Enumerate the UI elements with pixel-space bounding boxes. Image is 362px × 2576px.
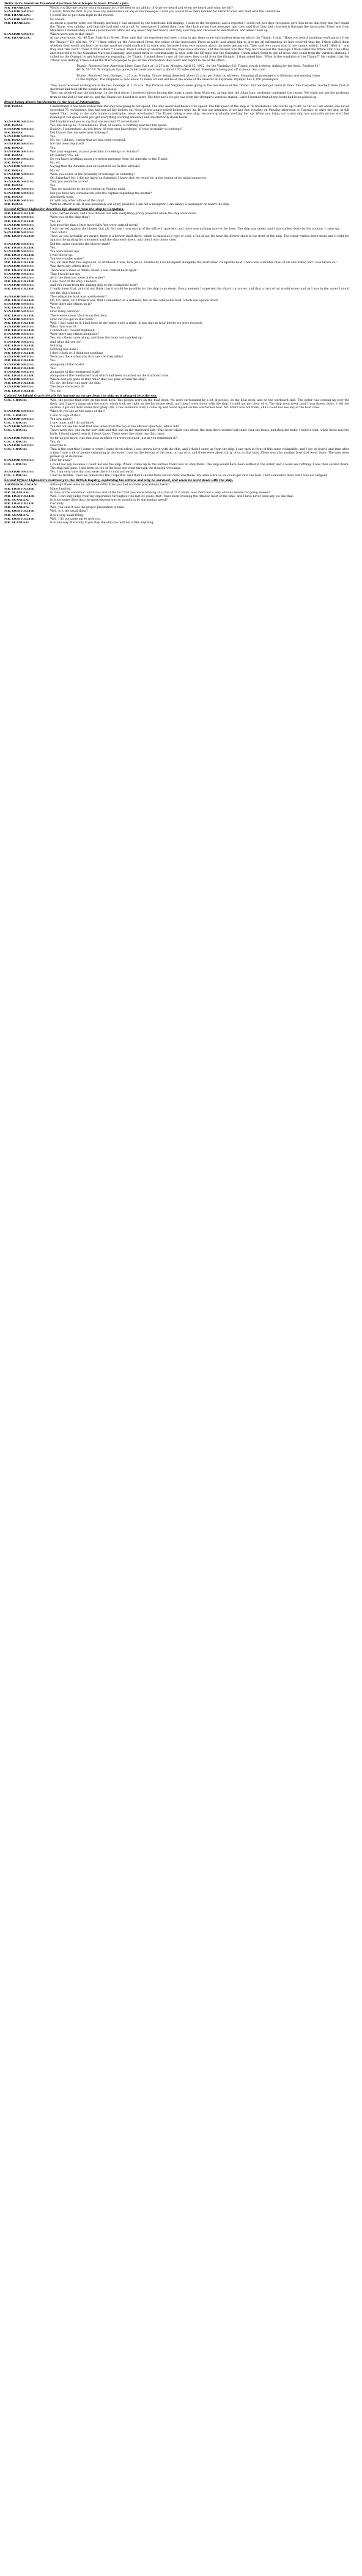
speaker-label: MR. LIGHTOLLER: [4, 254, 35, 257]
testimony-entry [4, 390, 349, 394]
speaker-label: SENATOR SMITH: [4, 318, 34, 321]
speaker-label: SENATOR SMITH: [4, 425, 34, 429]
section-heading: Bruce Ismay denies involvement in the lack of information. [4, 100, 100, 104]
testimony-entry [4, 92, 349, 99]
speaker-label: SENATOR SMITH: [4, 173, 34, 176]
speaker-label: MR. LIGHTOLLER: [4, 510, 35, 513]
speaker-label: MR. LIGHTOLLER: [4, 246, 35, 250]
testimony-text: Yes, sir. [50, 389, 61, 393]
testimony-text: Alongside of the boats? [50, 363, 84, 367]
speaker-label: COL. GRACIE: [4, 474, 28, 478]
testimony-text: What do you see as the cause of that? [50, 410, 105, 414]
speaker-label: SENATOR SMITH: [4, 356, 34, 359]
testimony-text: Yes. [50, 359, 56, 363]
testimony-text: No, sir, I did not. I know that ice had been reported. [50, 139, 127, 143]
quoted-message: Titanic. Received from Olympic, 1.25 a.m. Monday. Titanic being deserted, about 22 p.m. per Asian by wireless. Shipping all passengers in lifeboats and sending them to the Olympic. The Virginian is now about 55 miles off and will be at the scene of the disaster at daybreak. Olympic has 1,200 passengers. [76, 74, 320, 81]
speaker-label: MR. LIGHTOLLER: [4, 299, 35, 302]
speaker-label: MR. ISMAY: [4, 176, 24, 180]
speaker-label: COL. GRACIE: [4, 463, 28, 466]
speaker-label: MR. LIGHTOLLER: [4, 220, 35, 223]
testimony-text: That I would not say. [50, 272, 81, 276]
testimony-text: As to the time you were in the water? [50, 276, 105, 280]
testimony-text: There were two, one on the port side and this one on the starboard side. This latter which was afloat, the men there worked but came over the boats, and then the hulls. I believe that, when there was the hulls. I found myself near it. I don't know. There were the other two that came. [50, 429, 349, 436]
testimony-entry [4, 288, 349, 295]
speaker-label: SENATOR SMITH: [4, 120, 34, 124]
testimony-text: How did you get in that boat? [50, 318, 94, 321]
testimony-text: You did not see the boat that was taken from the top of the officers' quarters, which fell? [50, 425, 180, 429]
speaker-label: SENATOR SMITH: [4, 18, 34, 21]
speaker-label: SENATOR SMITH: [4, 333, 34, 337]
testimony-text: What time was it? [50, 325, 76, 329]
speaker-label: MR. LIGHTOLLER: [4, 227, 35, 231]
testimony-text: Alongside of the overturned boat which had been launched on the starboard side. [50, 375, 169, 378]
testimony-text: Then we received one the positions. In the first place, I received advice having the boats a reply from Montreal, saying that the Allan Line, evidently confirmed the report. We could not get the positions from us the last of our advice, and the Titanic we heard it so later. The first news we got was from the Olympic's wireless station. Later I learned that all the boats had been picked up. [50, 92, 349, 99]
testimony-text: Go ahead. [50, 18, 65, 21]
testimony-text: So far as you know, was that boat in which you were rescued, just as you remember it? [50, 436, 177, 440]
speaker-label: MR. ISMAY: [4, 162, 24, 165]
testimony-text: There was a mass of debris about. I was carried back again. [50, 269, 138, 272]
speaker-label: SENATOR SMITH: [4, 10, 34, 14]
speaker-label: SENATOR SMITH: [4, 410, 34, 414]
speaker-label: SENATOR SMITH: [4, 150, 34, 154]
speaker-label: MR. LIGHTOLLER: [4, 344, 35, 348]
testimony-text: Yes, sir. [50, 307, 61, 310]
speaker-label: SENATOR SMITH: [4, 370, 34, 374]
speaker-label: MR. LIGHTOLLER: [4, 314, 35, 318]
testimony-text: Well, I just came to it. I had been in the water quite a while. It was half an hour before we were rescued. [50, 321, 203, 325]
speaker-label: MR. ISMAY: [4, 132, 24, 135]
speaker-label: MR. LIGHTOLLER: [4, 517, 35, 521]
testimony-text: Yes, she ran up to 75 revolutions. That, of course, is nothing near her full speed. [50, 124, 168, 127]
testimony-text: Where had you gone at that time? Had you gone around the ship? [50, 378, 146, 382]
testimony-entry [4, 105, 349, 121]
speaker-label: MR. SCANLAN: [4, 499, 29, 502]
speaker-label: SENATOR SMITH: [4, 378, 34, 382]
speaker-label: MR. ISMAY: [4, 169, 24, 173]
testimony-text: With no officer at all. It was absolutely out of my province. I am not a navigator. I am simply a passenger on board the ship. [50, 203, 231, 206]
testimony-text: As about a quarter after one Monday morning I was aroused by the telephone bell ringing. I went to the telephone, and a reporter I could not just then recognize gave this news that they had just heard the Titanic was sinking, and that she had sent out a call for assistance. I asked them how they had gotten that message, and they said that they had received it through the Associated Press and from Montreal. I immediately called up our Boston office for any news they had heard, and they said they had received no information, and asked them up. [50, 21, 349, 33]
speaker-label: SENATOR SMITH: [4, 340, 34, 344]
testimony-text: It is a very usual thing. [50, 513, 84, 517]
speaker-label: SENATOR SMITH: [4, 459, 34, 463]
speaker-label: SENATOR SMITH: [4, 386, 34, 389]
testimony-entry [4, 463, 349, 471]
testimony-text: Was your engineer, of your proximity to icebergs on Sunday? [50, 150, 139, 154]
speaker-label: MR. LIGHTOLLER: [4, 288, 35, 291]
quoted-message: Titanic. Received from American Liner Cape Race at 12.27 a.m. Monday, April 15, 1912, for the Virginian S.S. Titanic struck iceberg, sinking by the head. Position 41° 46' N, 50° 14' W. Virginian has gone to her assistance, and is about 170 miles distant. Passengers being put off in boats. Sea calm. [76, 64, 320, 72]
testimony-text: Nothing was done? [50, 348, 78, 351]
testimony-text: Exactly; I understand. As you know, of your own knowledge, of your proximity to icebergs? [50, 127, 183, 131]
testimony-text: I would, from the first. If you have any memoranda or any of the messages I wish you would have them marked for identification and filed with the committee. [50, 10, 281, 14]
testimony-text: None I told of. [50, 487, 72, 491]
speaker-label: MR. LIGHTOLLER: [4, 337, 35, 340]
speaker-label: COL. GRACIE: [4, 429, 28, 433]
testimony-text: Alongside of the overturned boat? [50, 370, 100, 374]
testimony-entry [4, 203, 349, 207]
speaker-label: SENATOR SMITH: [4, 272, 34, 276]
testimony-text: Where were you at that time? [50, 33, 94, 37]
testimony-text: Then, as you probably are aware, there is a blower shaft there, which is raised as a type of cowl, a fan of air. We have the blower shaft to the front of the ship. The water rushed down there and it held me against the grating for a moment until the ship went down, and then I was blown clear. [50, 235, 349, 242]
speaker-label: MR. ISMAY: [4, 184, 24, 188]
speaker-label: MR. LIGHTOLLER: [4, 329, 35, 333]
speaker-label: MR. SCANLAN: [4, 491, 29, 495]
testimony-text: That we would be in the ice region on Sunday night. [50, 188, 127, 192]
section-heading: Colonel Archibald Gracie details his harrowing escape from the ship as it plunged into the sea. [4, 394, 157, 398]
testimony-text: Just describe that a little more fully. You were carried down? [50, 223, 139, 227]
testimony-text: It is one way. Naturally if you stop the ship you will not strike anything. [50, 521, 155, 525]
speaker-label: MR. LIGHTOLLER: [4, 389, 35, 393]
speaker-label: SENATOR SMITH: [4, 276, 34, 280]
testimony-text: Ice had been reported? [50, 143, 84, 146]
speaker-label: SENATOR SMITH: [4, 470, 34, 474]
speaker-label: SENATOR SMITH: [4, 181, 34, 184]
testimony-text: You were under water? [50, 258, 84, 261]
testimony-text: Nothing. [50, 344, 63, 348]
testimony-text: You were blown up? [50, 250, 79, 253]
testimony-text: The boats were near it? [50, 386, 85, 389]
speaker-label: MR. LIGHTOLLER: [4, 382, 35, 386]
speaker-label: SENATOR SMITH: [4, 188, 34, 192]
speaker-label: COL. GRACIE: [4, 414, 28, 417]
speaker-label: MR. ISMAY: [4, 203, 24, 206]
speaker-label: SENATOR SMITH: [4, 143, 34, 146]
testimony-text: Yes. [50, 367, 56, 370]
speaker-label: THOMAS SCANLAN: [4, 483, 37, 487]
speaker-label: MR. FRANKLIN: [4, 14, 31, 18]
testimony-entry [4, 448, 349, 459]
speaker-label: MR. LIGHTOLLER: [4, 321, 35, 325]
testimony-text: Yes, sir. [50, 220, 61, 223]
testimony-text: The collapsible boat was upside down? [50, 295, 107, 299]
testimony-text: Yes, I am very sure that you were there. I could not swim. [50, 470, 135, 474]
testimony-text: Was there any debris there? [50, 265, 91, 269]
testimony-text: Would you like me to give you a summary as to the best of my ability, of what we heard and when we heard and what we did? [50, 7, 233, 10]
speaker-label: MR. LIGHTOLLER: [4, 375, 35, 378]
speaker-label: MR. ISMAY: [4, 124, 24, 127]
testimony-text: Well, you said it was the proper precaution to take. [50, 506, 125, 510]
speaker-label: MR. FRANKLIN: [4, 37, 31, 40]
testimony-text: Yes. [50, 184, 56, 188]
testimony-text: Yes. [50, 246, 56, 250]
testimony-text: I really knew that, and did not think that it would be possible for the ship to go down. Every moment I expected the ship to turn over, and that a rush of air would come; and as I was in the water I could see the ship's funnel. [50, 288, 349, 295]
speaker-label: MR. LIGHTOLLER: [4, 487, 35, 491]
quoted-message-block [76, 65, 320, 83]
testimony-entry [4, 474, 349, 478]
testimony-text: I was blown up. [50, 254, 73, 257]
speaker-label: SENATOR SMITH: [4, 348, 34, 351]
speaker-label: COL. GRACIE: [4, 398, 28, 402]
speaker-label: SENATOR SMITH: [4, 265, 34, 269]
speaker-label: SENATOR SMITH: [4, 417, 34, 421]
section-heading: Second Officer Lightoller describes life aboard from the ship to Carpathia. [4, 208, 125, 212]
testimony-text: Well, the people that were on the boat deck. The people were on the boat deck. We were surrounded by a lot of people, on the boat deck, and on the starboard side. The water was coming up over the deck, and I gave a jump with the wave, which took me right on the hurricane deck, and then I went down with the ship. I could not get clear of it. The ship went down, and I was drawn down. I felt the suction. I got out from under that grasp. Oh, a few moments later, I came up and found myself on the overturned boat. Mr. Smith was not there, and I could not see any of the boat crew. [50, 398, 349, 410]
testimony-entry [4, 235, 349, 242]
speaker-label: SENATOR SMITH: [4, 436, 34, 440]
speaker-label: MR. LIGHTOLLER: [4, 359, 35, 363]
testimony-text: I could not say, because I could not see the ship. When I came up to the surface there was no ship there. The ship would have been settled in the water, and I could see nothing. I was then sucked down. The ship had gone. I had been on top of the boat and went through the floating wreckage. [50, 463, 349, 470]
speaker-label: SENATOR SMITH: [4, 33, 34, 37]
testimony-text: Were there any others alongside? [50, 333, 99, 337]
testimony-text: Did you have any consultation with the captain regarding the matter? [50, 192, 152, 195]
testimony-text: That you would be on ice? [50, 181, 89, 184]
testimony-text: And what did you do? [50, 340, 82, 344]
testimony-text: At my own house, No. 40 East Sixty-first Street. They said that the reporters had been trying to get them some information from me about the Titanic. I said, "Have you heard anything confirmatory from the Titanic?" He told me, "No." I then called up the Associated Press, the editor of the Associated Press at night, and asked him to give me all information he had received thus far. I then called them whether they would not hold the matter until we could confirm it in some way, because I was very anxious about the news getting out. They said we cannot stop it; we cannot hold it. I said "Hold it," and they said "We can't." "Give it from where?" I asked. Then I called up Montreal and the Cape Race stations, and the answer was that they had received the message. I then called the White Star Line office and reported it to the Canadian Marconi Company, and asked them to communicate at once with the Olympic and the Carpathia. I then asked them to get all news they could from the wireless stations. I called up the Olympic to get information regarding the Titanic. I asked them to get all the news they could from the Olympic. I then asked him: "What is the condition of the Titanic?" He replied that the Titanic was sinking. I then asked the Marconi people to get all the information they could and report to me at the office. [50, 37, 349, 63]
speaker-label: MR. LIGHTOLLER: [4, 269, 35, 272]
testimony-text: I cannot say. Toward daybreak. [50, 329, 95, 333]
testimony-text: I had no trouble. Then we pulled into the Carpathia. And then I should think all our crew was there. My arms were as we could get onto the boat. I felt somewhat tired, but I was not fatigued. [50, 474, 328, 478]
speaker-label: MR. LIGHTOLLER: [4, 261, 35, 265]
testimony-text: Yes, sir; others came along, and then the boats were picked up. [50, 337, 143, 340]
testimony-text: Saying that the Amerika had encountered ice in that latitude? [50, 165, 141, 169]
speaker-label: SENATOR SMITH: [4, 223, 34, 227]
speaker-label: SENATOR SMITH: [4, 135, 34, 139]
testimony-text: Oh, Dr. Heim, sir, I think it was, that I remember, at a distance, fell on the collapsible boat, which was upside down. [50, 299, 219, 302]
speaker-label: MR. LIGHTOLLER: [4, 212, 35, 216]
testimony-text: I was clear of the ship, I believe. [50, 280, 98, 284]
speaker-label: SENATOR SMITH: [4, 284, 34, 288]
testimony-text: On Saturday? No; I did not know on Saturday. I knew that we would be in the region of ice night tomorrow. [50, 176, 207, 180]
speaker-label: SENATOR SMITH: [4, 165, 34, 169]
testimony-entry [4, 399, 349, 410]
speaker-label: SENATOR SMITH: [4, 310, 34, 314]
testimony-text: On Sunday? No, sir. [50, 154, 79, 157]
speaker-label: MR. LIGHTOLLER: [4, 495, 35, 498]
testimony-text: Yes, sir. [50, 440, 61, 444]
testimony-text: I don't think so. I think not anything. [50, 352, 104, 356]
testimony-text: Is it not quite clear that the most obvious way to avoid it is by slackening speed? [50, 499, 168, 502]
testimony-text: Well, I can only judge from my experience throughout the last 24 years, that I have been crossing the Atlantic most of the time, and I have never seen any ice like that. [50, 495, 294, 498]
testimony-text: Did I know that we were near icebergs? [50, 132, 109, 135]
testimony-text: Describe it. [50, 444, 67, 447]
testimony-document [0, 0, 353, 529]
speaker-label: MR. LIGHTOLLER: [4, 235, 35, 239]
testimony-text: How far away? [50, 459, 72, 463]
speaker-label: MR. LIGHTOLLER: [4, 280, 35, 284]
testimony-text: Were you there when you first saw the Carpathia? [50, 356, 124, 359]
speaker-label: SENATOR SMITH: [4, 192, 34, 195]
speaker-label: MR. SCANLAN: [4, 513, 29, 517]
testimony-entry [4, 521, 349, 525]
speaker-label: SENATOR SMITH: [4, 158, 34, 162]
testimony-text: Did I understand you to say that she reached 75 revolutions? [50, 120, 139, 124]
testimony-text: I was carried down, and I was thrown out with everything pretty powerful when the ship went down. [50, 212, 198, 216]
testimony-text: There were about 30 of us on that boat. [50, 314, 108, 318]
testimony-text: Well, is it the usual thing? [50, 510, 88, 513]
speaker-label: SENATOR SMITH: [4, 127, 34, 131]
testimony-text: Although there were no advanced difficulties you had no more precautions taken? [50, 483, 170, 487]
testimony-entry [4, 37, 349, 63]
speaker-label: SENATOR SMITH: [4, 258, 34, 261]
testimony-text: I would like to put them right in the record. [50, 14, 114, 18]
testimony-entry [4, 22, 349, 33]
speaker-label: MR. ISMAY: [4, 195, 24, 199]
speaker-label: COL. GRACIE: [4, 440, 28, 444]
testimony-text: They have received nothing since the last message at 1.25 a.m. The Parisian and Virginian were going to the assistance of the Titanic, but neither got there in time. The Carpathia reached there first at daybreak and took off the people in the boats. [50, 84, 349, 92]
testimony-text: How many persons? [50, 310, 79, 314]
testimony-text: Certainly. [50, 502, 64, 506]
speaker-label: MR. FRANKLIN: [4, 7, 31, 10]
testimony-entry [4, 84, 349, 92]
section-heading: Watts Bar's American President describes his attempts to learn Titanic's fate. [4, 2, 130, 6]
speaker-label: SENATOR SMITH: [4, 363, 34, 367]
testimony-text: Then what? [50, 231, 67, 235]
testimony-entry [4, 429, 349, 436]
testimony-text: Absolutely none. [50, 195, 75, 199]
speaker-label: MR. FRANKLIN: [4, 21, 31, 25]
testimony-text: Or with any other officer of the ship? [50, 199, 105, 203]
speaker-label: COL. GRACIE: [4, 447, 28, 451]
speaker-label: MR. LIGHTOLLER: [4, 367, 35, 370]
speaker-label: MR. ISMAY: [4, 105, 24, 108]
section-heading: Second Officer Lightoller's testimony to the British inquiry, explaining his actions and why he survived, and when he went down with the ship. [4, 479, 234, 483]
testimony-text: Do you know anything about a wireless message from the Amerika to the Titanic - [50, 158, 170, 162]
speaker-label: SENATOR SMITH: [4, 242, 34, 246]
testimony-text: Were there any others on it? [50, 303, 92, 307]
speaker-label: MR. SCANLAN: [4, 521, 29, 525]
testimony-text: No, sir. [50, 162, 61, 165]
testimony-text: Were you on the ship then? [50, 216, 90, 220]
testimony-text: I saw none, and I do not know. [50, 421, 95, 425]
speaker-label: SENATOR SMITH: [4, 303, 34, 307]
testimony-text: Were you aware of the proximity of icebergs on Saturday? [50, 173, 135, 176]
testimony-text: You saw none? [50, 417, 72, 421]
testimony-text: I saw no sign of that. [50, 414, 81, 417]
speaker-label: MR. LIGHTOLLER: [4, 307, 35, 310]
testimony-text: I was carried against the blower that aft. As I say, I was on top of the officers' quarters, and there was nothing more to be done. The ship was under, and I was sucked down by the suction. I came up. [50, 227, 340, 231]
speaker-label: MR. LIGHTOLLER: [4, 352, 35, 356]
testimony-text: Yes, sir. And then this explosion, or whatever it was, took place. Eventually I found myself alongside the overturned collapsible boat. There was a terrible blast of air and water, and I was blown out. [50, 261, 338, 265]
speaker-label: SENATOR SMITH: [4, 231, 34, 235]
testimony-text: No, sir. [50, 169, 61, 173]
speaker-label: MR. LIGHTOLLER: [4, 502, 35, 506]
testimony-text: And you swam from the sinking ship to the collapsible boat? [50, 284, 138, 288]
testimony-text: No, sir, the boat was near the ship. [50, 382, 102, 386]
testimony-text: Yes. [50, 135, 56, 139]
speaker-label: COL. GRACIE: [4, 421, 28, 425]
testimony-text: Yes. [50, 146, 56, 150]
speaker-label: SENATOR SMITH: [4, 250, 34, 253]
testimony-text: That is the boat that I came to when I came down below. I was drawn down with the ship, and I think I came up from the ship. I saw men in front of this same collapsible, and I got on board, and then after a time I saw a lot of people swimming in the water. I got on the bottom of the boat, on top of it, and there were about thirty of us in that boat. There was also another boat that went down. The men were picked up at daybreak. [50, 447, 349, 459]
testimony-text: I understand it has been stated that the ship was going to full speed. The ship never had been at full speed. The full speed of the ship is 78 revolutions. She works up to 80. So far as I am aware, she never exceeded 75 revolutions. She had not all her boilers on. None of the single-ended boilers were on. It was our intention, if we had fine weather on Monday afternoon or Tuesday, to drive the ship at full speed. That, owing to the unfortunate catastrophe, never eventuated. The Titanic being a new ship, we were gradually working her up. When you bring out a new ship you naturally do not start her running at full speed until you get everything working smoothly and satisfactorily down below. [50, 105, 349, 120]
speaker-label: SENATOR SMITH: [4, 199, 34, 203]
speaker-label: MR. ISMAY: [4, 139, 24, 143]
testimony-text: In view of the abnormal conditions and of the fact that you were running at a rate of 21½ knots, was there not a very obvious reason for going slower? [50, 491, 270, 495]
testimony-text: Well, I do not quite agree with you. [50, 517, 102, 521]
speaker-label: SENATOR SMITH: [4, 216, 34, 220]
speaker-label: SENATOR SMITH: [4, 444, 34, 447]
speaker-label: SENATOR SMITH: [4, 325, 34, 329]
speaker-label: MR. SCANLAN: [4, 506, 29, 510]
speaker-label: MR. ISMAY: [4, 154, 24, 157]
testimony-text: Did the water rush into the blower shaft? [50, 242, 111, 246]
speaker-label: SENATOR SMITH: [4, 295, 34, 299]
speaker-label: MR. ISMAY: [4, 146, 24, 150]
